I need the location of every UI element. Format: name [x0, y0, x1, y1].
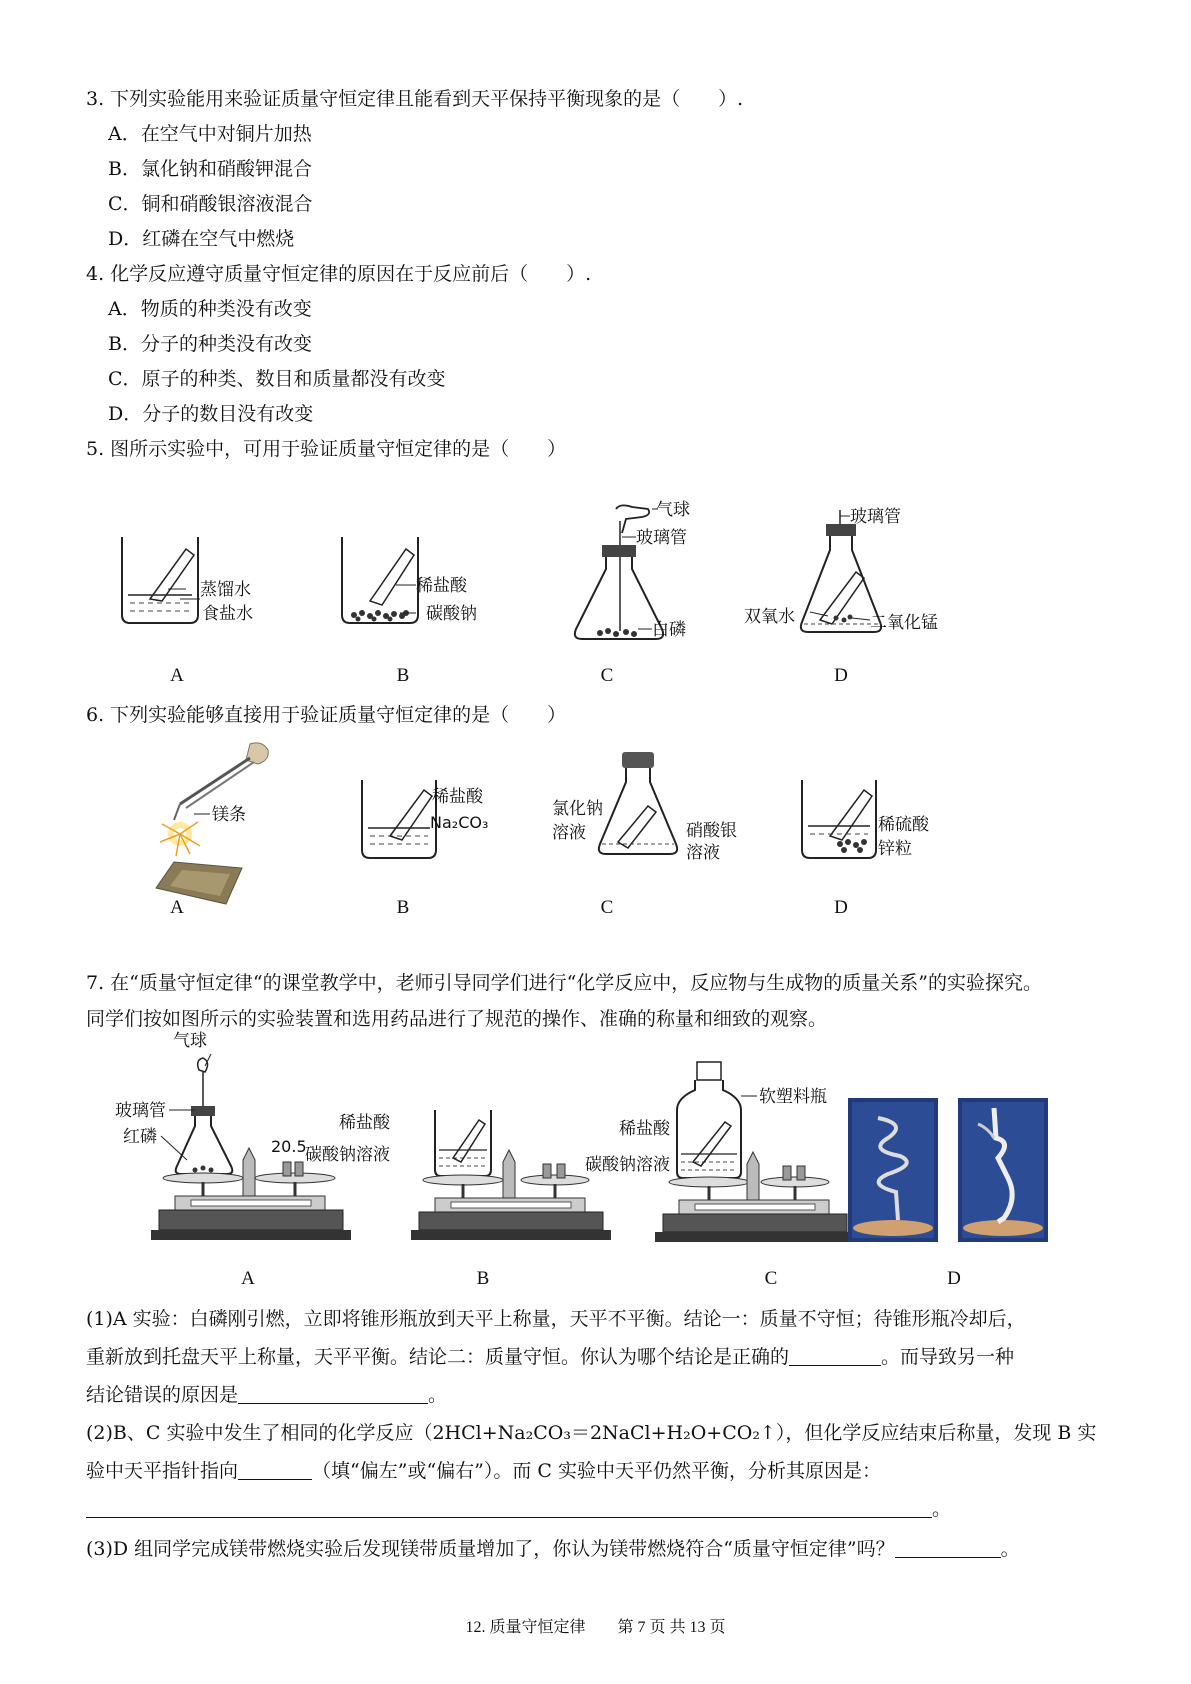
- q6-letter-d: D: [834, 897, 848, 918]
- q4-option-b: B．分子的种类没有改变: [108, 333, 312, 355]
- q7-part2-answer-blank-2[interactable]: [86, 1497, 932, 1518]
- q6c-label-nacl-solution: 溶液: [552, 823, 586, 843]
- q7b-label-hcl: 稀盐酸: [339, 1113, 390, 1133]
- q5b-label-na2co3: 碳酸钠: [426, 604, 477, 624]
- q6-figure-c: [552, 752, 762, 872]
- q7-part1-text-2: 。而导致另一种: [881, 1346, 1015, 1368]
- q5-figure-c: [560, 500, 740, 650]
- q6c-label-agno3-solution: 溶液: [686, 843, 720, 863]
- q5a-label-distilled-water: 蒸馏水: [200, 580, 251, 600]
- q7a-label-weight: 20.5: [271, 1137, 307, 1156]
- q7-letter-c: C: [764, 1268, 778, 1289]
- q6b-label-hcl: 稀盐酸: [432, 787, 483, 807]
- q7-part2-text-3: 。: [932, 1498, 952, 1520]
- q7b-label-na2co3-solution: 碳酸钠溶液: [305, 1145, 390, 1165]
- q6-figure-d: [800, 778, 980, 873]
- q6-letter-b: B: [396, 897, 410, 918]
- q6-figure-b: [360, 778, 540, 873]
- q7a-label-glass-tube: 玻璃管: [115, 1101, 166, 1121]
- q5-figure-b: [340, 535, 520, 635]
- q5d-label-manganese-dioxide: 二氧化锰: [870, 613, 938, 633]
- q7-part2-text-2: （填“偏左”或“偏右”）。而 C 实验中天平仍然平衡，分析其原因是：: [312, 1460, 881, 1482]
- q7-part2-line3: [86, 1496, 951, 1522]
- q7-figure-c: [585, 1062, 855, 1252]
- q6-figure-a: [150, 738, 320, 913]
- q6c-label-agno3: 硝酸银: [686, 821, 737, 841]
- q7-part2-answer-blank-1[interactable]: [238, 1459, 312, 1480]
- q5b-label-hcl: 稀盐酸: [416, 576, 467, 596]
- q7-stem-line2: 同学们按如图所示的实验装置和选用药品进行了规范的操作、准确的称量和细致的观察。: [86, 1008, 828, 1030]
- q3-stem: 3. 下列实验能用来验证质量守恒定律且能看到天平保持平衡现象的是（ ）.: [86, 88, 744, 110]
- q7-stem-line1: 7. 在“质量守恒定律“的课堂教学中，老师引导同学们进行“化学反应中，反应物与生成物的质量关系”的实验探究。: [86, 972, 1043, 994]
- q6c-label-nacl: 氯化钠: [552, 799, 603, 819]
- q7-part1-line3: [86, 1382, 447, 1408]
- q7-part1-line1: (1)A 实验：白磷刚引燃，立即将锥形瓶放到天平上称量，天平不平衡。结论一：质量不守恒；待锥形瓶冷却后，: [86, 1308, 1026, 1330]
- q4-stem: 4. 化学反应遵守质量守恒定律的原因在于反应前后（ ）.: [86, 263, 592, 285]
- q5-letter-c: C: [600, 665, 614, 686]
- q5a-label-salt-water: 食盐水: [202, 604, 253, 624]
- q5-figure-a: [120, 535, 300, 635]
- q6-letter-c: C: [600, 897, 614, 918]
- q3-option-c: C．铜和硝酸银溶液混合: [108, 193, 313, 215]
- q5-figure-d: [740, 507, 960, 645]
- q3-option-b: B．氯化钠和硝酸钾混合: [108, 158, 312, 180]
- q7-letter-a: A: [241, 1268, 255, 1289]
- q5-letter-d: D: [834, 665, 848, 686]
- q4-option-d: D．分子的数目没有改变: [108, 403, 314, 425]
- q7c-label-soft-plastic-bottle: 软塑料瓶: [759, 1087, 827, 1107]
- q7-letter-b: B: [476, 1268, 490, 1289]
- q5-letter-a: A: [170, 665, 184, 686]
- q7-part1-answer-blank-2[interactable]: [238, 1383, 428, 1404]
- q3-option-d: D．红磷在空气中燃烧: [108, 228, 295, 250]
- q7-part1-line2: [86, 1344, 1014, 1370]
- q7-part2-line2: [86, 1458, 881, 1484]
- q6d-label-zinc: 锌粒: [878, 839, 912, 859]
- q6-stem: 6. 下列实验能够直接用于验证质量守恒定律的是（ ）: [86, 704, 567, 726]
- q7-part1-text-3: 结论错误的原因是: [86, 1384, 239, 1406]
- q7-part1-text: 重新放到托盘天平上称量，天平平衡。结论二：质量守恒。你认为哪个结论是正确的: [86, 1346, 790, 1368]
- q7-part3-line: [86, 1536, 1020, 1562]
- q7-part2-text: 验中天平指针指向: [86, 1460, 239, 1482]
- q6b-label-na2co3: Na₂CO₃: [430, 813, 489, 832]
- q5-letter-b: B: [396, 665, 410, 686]
- q7-part2-line1: (2)B、C 实验中发生了相同的化学反应（2HCl+Na₂CO₃＝2NaCl+H₂O+CO₂↑），但化学反应结束后称量，发现 B 实: [86, 1422, 1097, 1444]
- q5-stem: 5. 图所示实验中，可用于验证质量守恒定律的是（ ）: [86, 438, 567, 460]
- q7c-label-hcl: 稀盐酸: [619, 1119, 670, 1139]
- q7-figure-d: [848, 1098, 1048, 1250]
- q3-option-a: A．在空气中对铜片加热: [108, 123, 312, 145]
- q7-letter-d: D: [947, 1268, 961, 1289]
- q5c-label-white-phosphorus: 白磷: [652, 620, 686, 640]
- q7-part3-answer-blank[interactable]: [895, 1537, 1001, 1558]
- q7-part3-text: (3)D 组同学完成镁带燃烧实验后发现镁带质量增加了，你认为镁带燃烧符合“质量守恒定律”吗？: [86, 1538, 895, 1560]
- q5d-label-hydrogen-peroxide: 双氧水: [744, 607, 795, 627]
- q7c-label-na2co3-solution: 碳酸钠溶液: [585, 1155, 670, 1175]
- q7-part1-answer-blank-1[interactable]: [789, 1345, 881, 1366]
- q7-figure-b: [305, 1110, 585, 1250]
- q7-part1-text-4: 。: [428, 1384, 448, 1406]
- q5c-label-balloon: 气球: [656, 500, 690, 520]
- q7a-label-red-phosphorus: 红磷: [123, 1127, 157, 1147]
- page-footer: 12. 质量守恒定律 第 7 页 共 13 页: [465, 1619, 726, 1636]
- q5d-label-glass-tube: 玻璃管: [850, 507, 901, 527]
- q6-letter-a: A: [170, 897, 184, 918]
- q4-option-c: C．原子的种类、数目和质量都没有改变: [108, 368, 446, 390]
- q7-part3-text-2: 。: [1000, 1538, 1020, 1560]
- q6a-label-magnesium: 镁条: [212, 805, 246, 825]
- q7a-label-balloon: 气球: [173, 1031, 207, 1051]
- q6d-label-h2so4: 稀硫酸: [878, 815, 929, 835]
- q4-option-a: A．物质的种类没有改变: [108, 298, 312, 320]
- q5c-label-glass-tube: 玻璃管: [636, 528, 687, 548]
